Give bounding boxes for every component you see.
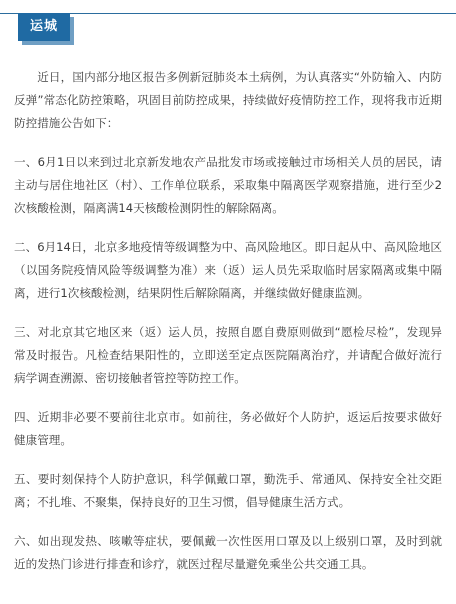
measure-paragraph-5: 五、要时刻保持个人防护意识，科学佩戴口罩，勤洗手、常通风、保持安全社交距离；不扎堆、不聚集，保持良好的卫生习惯，倡导健康生活方式。 [14,472,442,509]
measure-paragraph-4: 四、近期非必要不要前往北京市。如前往，务必做好个人防护，返运后按要求做好健康管理。 [14,410,442,447]
intro-paragraph: 近日，国内部分地区报告多例新冠肺炎本土病例，为认真落实“外防输入、内防反弹”常态化防控策略，巩固目前防控成果，持续做好疫情防控工作，现将我市近期防控措施公告如下： [14,70,442,130]
measure-paragraph-3: 三、对北京其它地区来（返）运人员，按照自愿自费原则做到“愿检尽检”，发现异常及时报告。凡检查结果阳性的，立即送至定点医院隔离治疗，并请配合做好流行病学调查溯源、密切接触者管控等防控工作。 [14,325,442,385]
measure-paragraph-6: 六、如出现发热、咳嗽等症状，要佩戴一次性医用口罩及以上级别口罩，及时到就近的发热门诊进行排查和诊疗，就医过程尽量避免乘坐公共交通工具。 [14,534,442,571]
announcement-body [14,66,442,592]
city-tag: 运城 [18,13,70,41]
measure-paragraph-2: 二、6月14日，北京多地疫情等级调整为中、高风险地区。即日起从中、高风险地区（以国务院疫情风险等级调整为准）来（返）运人员先采取临时居家隔离或集中隔离，进行1次核酸检测，结果阴性后解除隔离，并继续做好健康监测。 [14,240,442,300]
measure-paragraph-1: 一、6月1日以来到过北京新发地农产品批发市场或接触过市场相关人员的居民，请主动与居住地社区（村）、工作单位联系，采取集中隔离医学观察措施，进行至少2次核酸检测，隔离满14天核酸检测阴性的解除隔离。 [14,155,442,215]
section-header [0,0,456,60]
